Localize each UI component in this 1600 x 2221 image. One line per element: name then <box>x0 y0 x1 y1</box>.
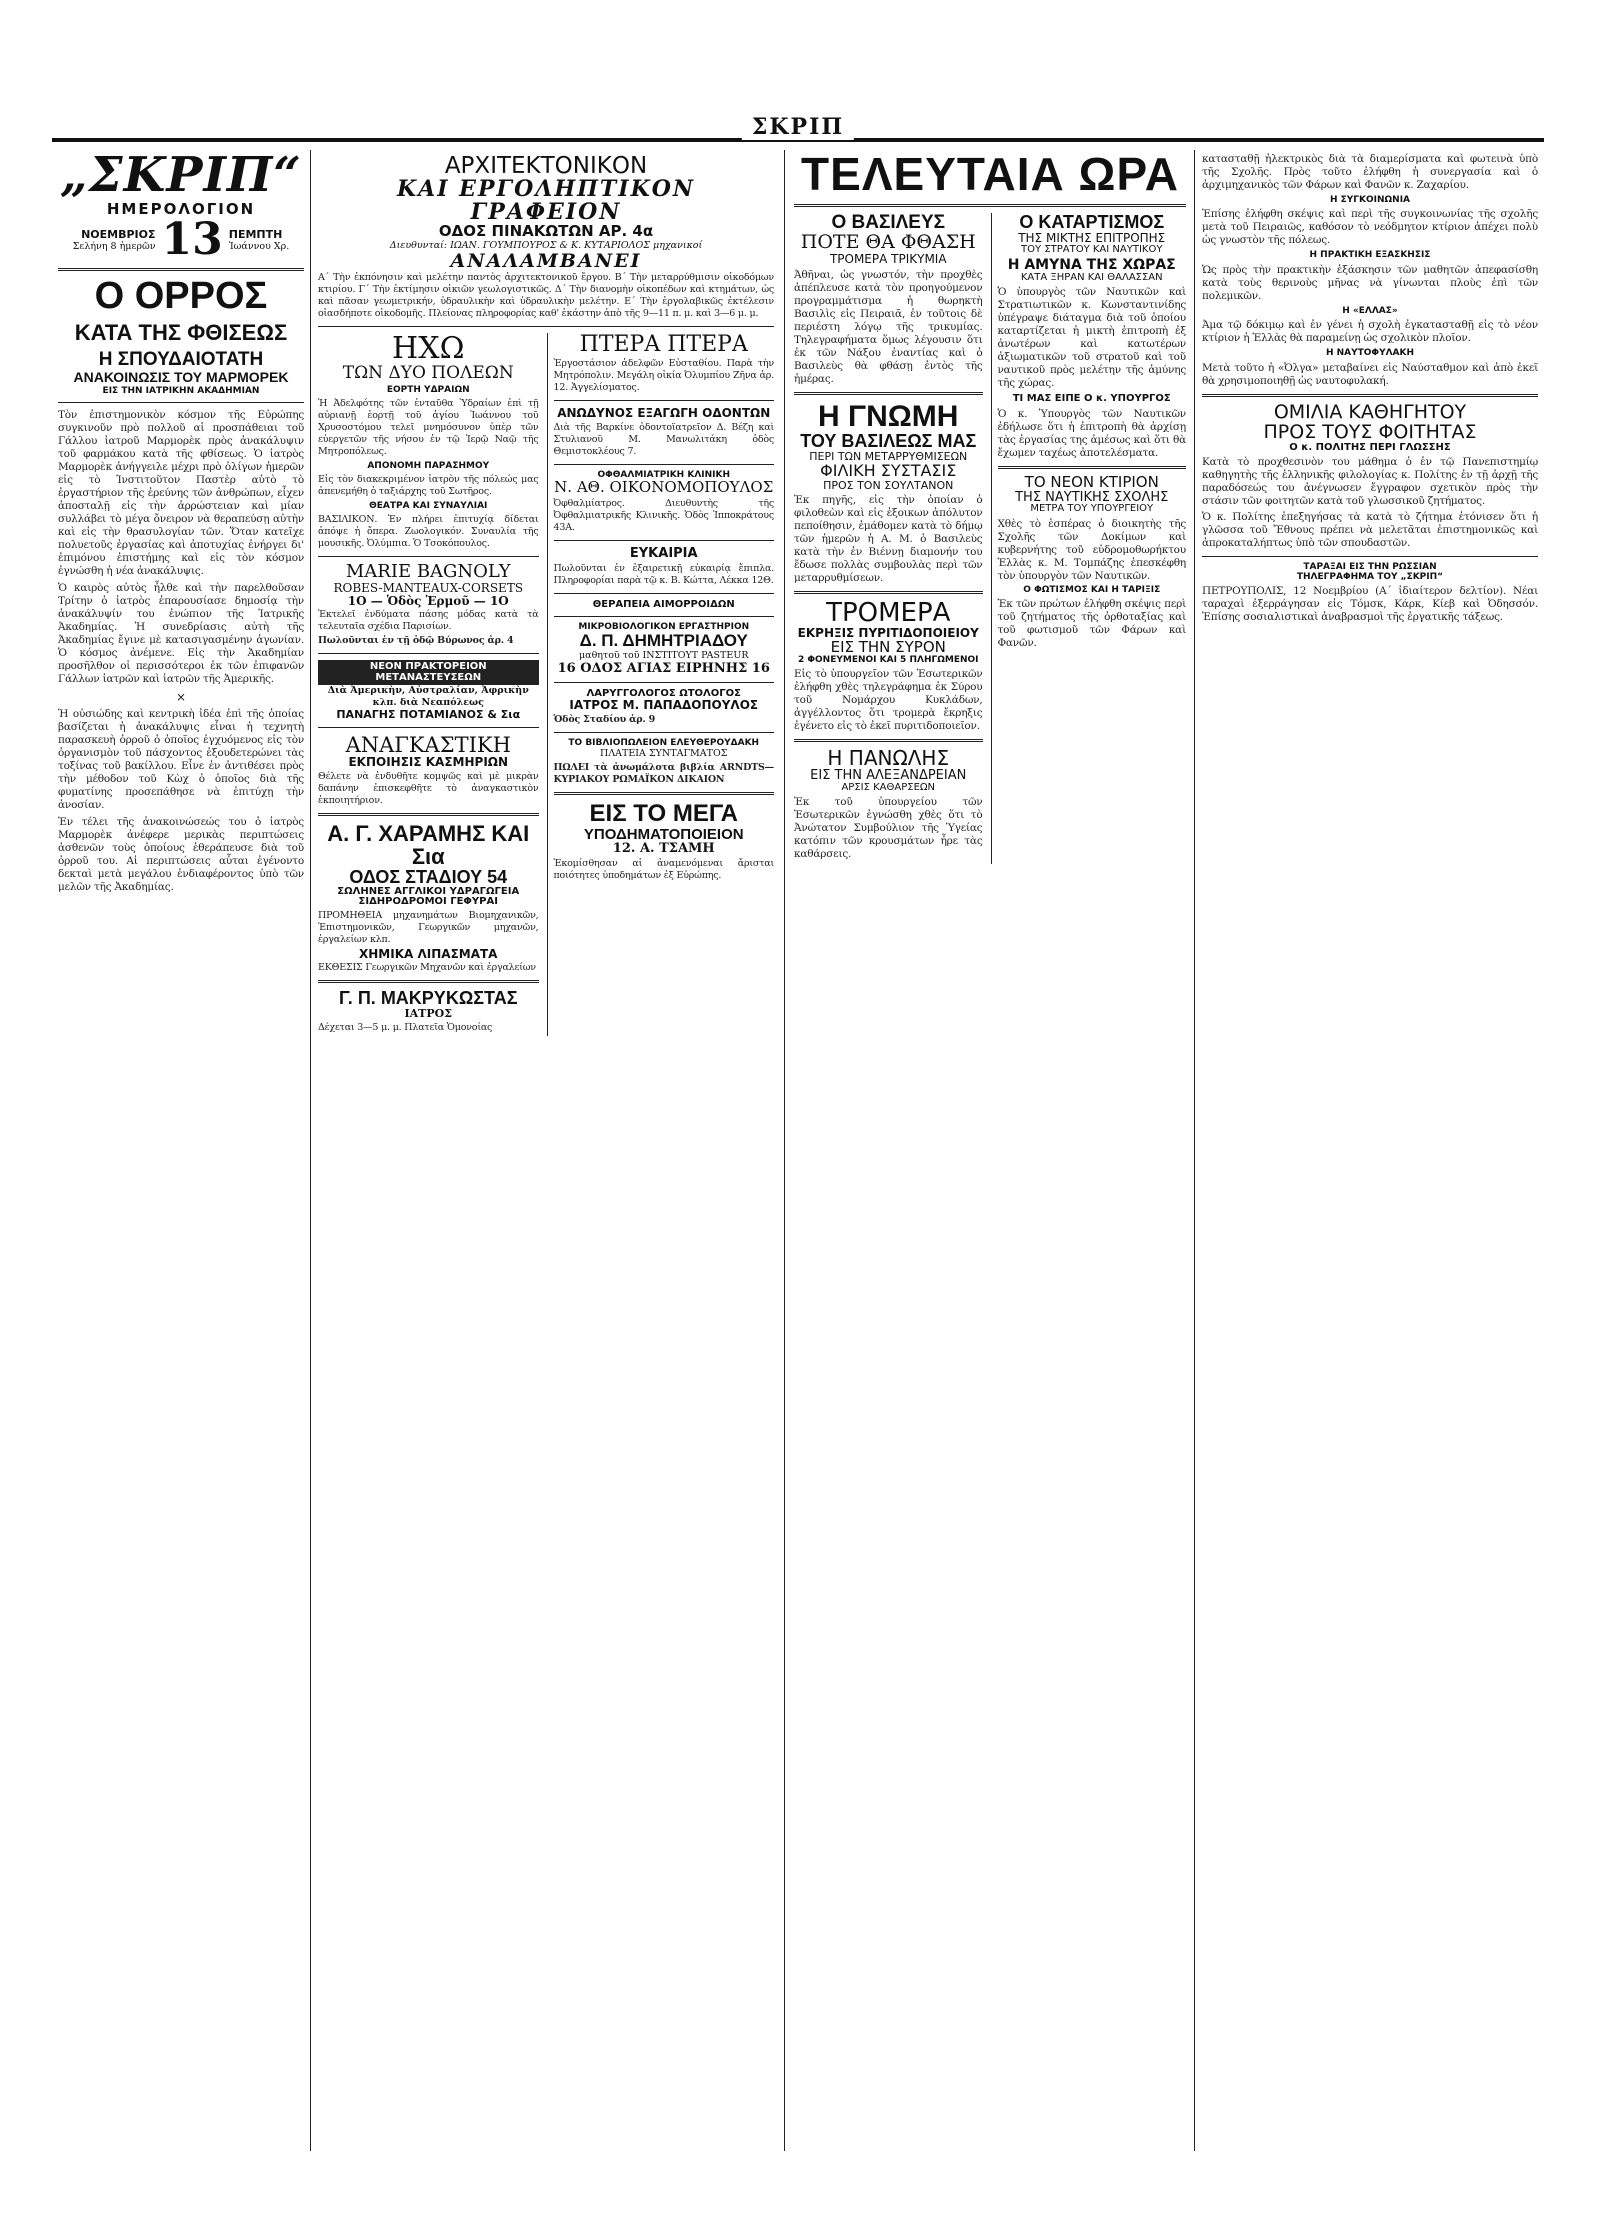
column-2 <box>312 150 780 2151</box>
story-subtitle: ΤΙ ΜΑΣ ΕΙΠΕ Ο κ. ΥΠΟΥΡΓΟΣ <box>1012 393 1171 405</box>
ad-title: ΠΑΝΑΓΗΣ ΠΟΤΑΜΙΑΝΟΣ & Σια <box>336 708 521 722</box>
column-1: „ΣΚΡΙΠ“ ΗΜΕΡΟΛΟΓΙΟΝ ΝΟΕΜΒΡΙΟΣ Σελήνη 8 ἡμερῶν 13 ΠΕΜΠΤΗ Ἰωάννου Χρ. Ο ΟΡΡΟΣ ΚΑΤΑ ΤΗΣ ΦΘΙΣΕΩΣ Η ΣΠΟΥΔΑΙΟΤΑΤΗ ΑΝΑΚΟΙΝΩΣΙΣ ΤΟΥ ΜΑΡΜΟΡΕΚ ΕΙΣ ΤΗΝ ΙΑΤΡΙΚΗΝ ΑΚΑΔΗΜΙΑΝ Τὸν ἐπιστημονικὸν κόσμον τῆς Εὐρώπης συγκινοῦν πρὸ πολλοῦ αἱ προσπάθειαι τοῦ Γάλλου ἰατροῦ Μαρμορὲκ πρὸς ἀνακάλυψιν τοῦ φαρμάκου κατὰ τῆς φθίσεως. Ὁ ἰατρὸς Μαρμορὲκ ἀνήγγειλε μέχρι πρὸ ὀλίγων ἡμερῶν εἰς τὸ Ἰνστιτοῦτον Παστὲρ αὐτὸ τὸ ἐργαστήριον τῆς ἐρεύνης τῶν ἀνθρώπων, εἶχεν ἀποσταλῇ εἰς τὴν ἀρρώστειαν καὶ μίαν συλλάβει τὸ μέγα ὄνειρον νὰ θεραπεύσῃ αὐτὴν καὶ εἰς τὴν θρασυλογίαν τῶν. Ὅταν κατεῖχε πολυετοῦς ἐργασίας καὶ ἀποτυχίας ἐνήργει δι' ἐπιμόνου ἐπιστήμης καὶ εἰς τὸν κόσμον ἐγνώσθη ἡ νέα ἀνακάλυψις. Ὁ καιρὸς αὐτὸς ἦλθε καὶ τὴν παρελθοῦσαν Τρίτην ὁ ἰατρὸς ἐπαρουσίασε δημοσίᾳ τὴν ἀνακάλυψίν του ἐνώπιον τῆς Ἰατρικῆς Ἀκαδημίας. Ἡ συνεδρίασις αὐτὴ τῆς Ἀκαδημίας ἔγινε μὲ κατασιγασμένην ἀγωνίαν. Ὁ κόσμος ἀνέμενε. Εἰς τὴν Ἀκαδημίαν προσῆλθον οἱ περισσότεροι ἐκ τῶν ἐπιφανῶν Γάλλων ἰατρῶν καὶ ἰατρῶν τῆς Ἀμερικῆς. × Ἡ οὐσιώδης καὶ κεντρικὴ ἰδέα ἐπὶ τῆς ὁποίας βασίζεται ἡ ἀνακάλυψις εἶναι ἡ τεχνητὴ παρασκευὴ ὀρροῦ ὁ ὁποῖος ἐγχυόμενος εἰς τὸν ὀργανισμὸν τοῦ πάσχοντος ἐξουδετερώνει τὰς τοξίνας τοῦ βακίλλου. Εἶνε ἐν ἀντιθέσει πρὸς τὴν μέθοδον τοῦ Κὼχ ὁ ὁποῖος διὰ τῆς φυματίνης προσεπάθησε νὰ ἐπιτύχῃ τὴν ἀνοσίαν. Ἐν τέλει τῆς ἀνακοινώσεώς του ὁ ἰατρὸς Μαρμορὲκ ἀνέφερε μερικὰς περιπτώσεις ἀσθενῶν τοὺς ὁποίους ἐθεράπευσε διὰ τοῦ ὀρροῦ του. Αἱ περιπτώσεις αὗται ἐγένοντο δεκταὶ μετὰ μεγάλου ἐνδιαφέροντος ὑπὸ τῶν μελῶν τῆς Ἀκαδημίας. <box>58 150 304 894</box>
ad-title: ΠΤΕΡΑ ΠΤΕΡΑ <box>579 332 748 358</box>
echo-body: Εἰς τὸν διακεκριμένον ἰατρὸν τῆς πόλεώς μας ἀπενεμήθη ὁ ταξιάρχης τοῦ Σωτῆρος. <box>318 474 539 498</box>
story-body: Ἀθῆναι, ὡς γνωστόν, τὴν προχθὲς ἀπέπλευσε κατὰ τὸν προηγούμενον προγραμμάτισμα ἡ θωρηκτὴ Βασιλὶς εἰς Πειραιᾶ, ἐν τοῦτοις δὲ περιέστη λόγῳ τῆς τρικυμίας. Τηλεγραφήματα ὅμως λέγουσιν ὅτι ἐκ τῶν Νάξου ἐναντίας καὶ ὁ Βασιλεὺς θὰ φθάσῃ ἐντὸς τῆς ἡμέρας. <box>794 268 983 385</box>
ad-title: Γ. Π. ΜΑΚΡΥΚΩΣΤΑΣ <box>338 988 518 1009</box>
echo-subhead: ΕΟΡΤΗ ΥΔΡΑΙΩΝ <box>386 385 470 396</box>
ads-right <box>547 333 775 1036</box>
story-body: Ἐκ πηγῆς, εἰς τὴν ὁποίαν ὁ φιλοθεὼν καὶ εἰς ἐξοικων ἀπόλυτον πεποίθησιν, ἐμάθομεν κατὰ τὸ δήμῳ τῶν ἡμερῶν ἡ Α. Μ. ὁ Βασιλεὺς κατὰ τὴν ἐν Βιέννῃ διαμονήν του ἔδωσε πολλὰς συμβουλὰς περὶ τῶν μεταρρυθμίσεων. <box>794 494 983 585</box>
running-head-title: ΣΚΡΙΠ <box>742 114 854 140</box>
ad-title: ΑΝΑΛΑΜΒΑΝΕΙ <box>450 250 642 273</box>
ad-body: Θέλετε νὰ ἐνδυθῆτε κομψῶς καὶ μὲ μικρὰν δαπάνην ἐπισκεφθῆτε τὸ ἀναγκαστικὸν ἐκποιητήριον. <box>318 770 539 806</box>
date-month: ΝΟΕΜΒΡΙΟΣ <box>81 227 156 241</box>
article-paragraph: Ἐν τέλει τῆς ἀνακοινώσεώς του ὁ ἰατρὸς Μαρμορὲκ ἀνέφερε μερικὰς περιπτώσεις ἀσθενῶν τοὺς ὁποίους ἐθεράπευσε διὰ τοῦ ὀρροῦ του. Αἱ περιπτώσεις αὗται ἐγένοντο δεκταὶ μετὰ μεγάλου ἐνδιαφέροντος ὑπὸ τῶν μελῶν τῆς Ἀκαδημίας. <box>58 816 304 894</box>
column-5 <box>1196 150 1544 2151</box>
ad-address: ΟΔΟΣ ΣΤΑΔΙΟΥ 54 <box>349 866 508 887</box>
date-day: 13 <box>161 214 223 266</box>
ad-title: ΙΑΤΡΟΣ <box>404 1007 452 1021</box>
story-title: ΤΡΟΜΕΡΑ <box>826 598 951 629</box>
ad-title: Δ. Π. ΔΗΜΗΤΡΙΑΔΟΥ <box>579 631 748 651</box>
ad-title: MARIE BAGNOLY <box>345 561 511 583</box>
story-subtitle: 2 ΦΟΝΕΥΜΕΝΟΙ ΚΑΙ 5 ΠΛΗΓΩΜΕΝΟΙ <box>797 654 979 665</box>
ad-title: ROBES-MANTEAUX-CORSETS <box>333 581 524 596</box>
story-title: ΤΗΣ ΜΙΚΤΗΣ ΕΠΙΤΡΟΠΗΣ <box>1018 231 1166 246</box>
story-subtitle: ΤΗΛΕΓΡΑΦΗΜΑ ΤΟΥ „ΣΚΡΙΠ“ <box>1296 571 1444 582</box>
article-paragraph: Ἡ οὐσιώδης καὶ κεντρικὴ ἰδέα ἐπὶ τῆς ὁποίας βασίζεται ἡ ἀνακάλυψις εἶναι ἡ τεχνητὴ παρασκευὴ ὀρροῦ ὁ ὁποῖος ἐγχυόμενος εἰς τὸν ὀργανισμὸν τοῦ πάσχοντος ἐξουδετερώνει τὰς τοξίνας τοῦ βακίλλου. Εἶνε ἐν ἀντιθέσει πρὸς τὴν μέθοδον τοῦ Κὼχ ὁ ὁποῖος διὰ τῆς φυματίνης προσεπάθησε νὰ ἐπιτύχῃ τὴν ἀνοσίαν. <box>58 708 304 812</box>
story-subtitle: ΠΡΟΣ ΤΟΝ ΣΟΥΛΤΑΝΟΝ <box>823 478 954 492</box>
column-rule <box>310 150 311 2151</box>
story-body: Ἐκ τοῦ ὑπουργείου τῶν Ἐσωτερικῶν ἐγνώσθη χθὲς ὅτι τὸ Ἀνώτατον Συμβούλιον τῆς Ὑγείας κατόπιν τῶν κρουσμάτων ἦρε τὰς καθάρσεις. <box>794 796 983 861</box>
story-title: ΤΟ ΝΕΟΝ ΚΤΙΡΙΟΝ <box>1024 472 1159 491</box>
col3-left <box>794 213 983 864</box>
echo-body: Ἡ Ἀδελφότης τῶν ἐνταῦθα Ὑδραίων ἐπὶ τῇ αὐριανῇ ἑορτῇ τοῦ ἁγίου Ἰωάννου τοῦ Χρυσοστόμου τελεῖ μνημόσυνον ὑπὲρ τῶν εὐεργετῶν τῆς νήσου ἐν τῷ Ἱερῷ Ναῷ τῆς Μητροπόλεως. <box>318 398 539 458</box>
story-title: ΤΗΣ ΝΑΥΤΙΚΗΣ ΣΧΟΛΗΣ <box>1015 489 1169 505</box>
ad-title: ΤΟ ΒΙΒΛΙΟΠΩΛΕΙΟΝ ΕΛΕΥΘΕΡΟΥΔΑΚΗ <box>568 738 760 749</box>
headline: Ο ΟΡΡΟΣ <box>94 275 268 318</box>
ad-title: ΛΑΡΥΓΓΟΛΟΓΟΣ ΩΤΟΛΟΓΟΣ <box>586 687 741 699</box>
column-3 <box>788 150 1192 2151</box>
ad-title: ΑΡΧΙΤΕΚΤΟΝΙΚΟΝ <box>444 153 648 179</box>
saint-name: Ἰωάννου Χρ. <box>228 240 290 252</box>
story-subtitle: ΕΙΣ ΤΗΝ ΑΛΕΞΑΝΔΡΕΙΑΝ <box>810 768 967 784</box>
ad-address: Ὁδὸς Σταδίου ἀρ. 9 <box>553 714 655 726</box>
story-body: Ἀμα τῷ δόκιμῳ καὶ ἐν γένει ἡ σχολὴ ἐγκατασταθῇ εἰς τὸ νέον κτίριον ἡ Ἑλλὰς θὰ παραμείνῃ ὡς σχολικὸν πλοῖον. <box>1202 319 1538 345</box>
ad-directors: Διευθυνταί: ΙΩΑΝ. ΓΟΥΜΠΟΥΡΟΣ & Κ. ΚΥΤΑΡΙΟΛΟΣ μηχανικοί <box>389 240 703 252</box>
story-subtitle: ΦΙΛΙΚΗ ΣΥΣΤΑΣΙΣ <box>820 460 957 480</box>
subhead-3: ΕΙΣ ΤΗΝ ΙΑΤΡΙΚΗΝ ΑΚΑΔΗΜΙΑΝ <box>102 386 260 396</box>
headline-2: ΚΑΤΑ ΤΗΣ ΦΘΙΣΕΩΣ <box>74 320 288 346</box>
story-title: ΠΡΟΣ ΤΟΥΣ ΦΟΙΤΗΤΑΣ <box>1263 420 1477 443</box>
ad-title: ΕΚΠΟΙΗΣΙΣ ΚΑΣΜΗΡΙΩΝ <box>348 755 509 770</box>
ad-title: ΟΦΘΑΛΜΙΑΤΡΙΚΗ ΚΛΙΝΙΚΗ <box>597 469 731 480</box>
banner-last-hour: ΤΕΛΕΥΤΑΙΑ ΩΡΑ <box>801 150 1179 200</box>
story-title: Ο ΚΑΤΑΡΤΙΣΜΟΣ <box>1019 212 1165 233</box>
ad-address: 12. Α. ΤΣΑΜΗ <box>612 841 715 857</box>
ad-body: ΕΚΘΕΣΙΣ Γεωργικῶν Μηχανῶν καὶ ἐργαλείων <box>318 962 536 974</box>
story-body: Ὁ ὑπουργὸς τῶν Ναυτικῶν καὶ Στρατιωτικῶν κ. Κωνσταντινίδης ὑπέγραψε διάταγμα διὰ τοῦ ὁποίου καταρτίζεται ἡ μικτὴ ἐπιτροπὴ ἐξ ἀνωτέρων καὶ κατωτέρων ἀξιωματικῶν τοῦ στρατοῦ καὶ τοῦ ναυτικοῦ πρὸς μελέτην τῆς ἀμύνης τῆς χώρας. <box>997 286 1186 390</box>
ad-body: Ἐκομίσθησαν αἱ ἀναμενόμεναι ἄρισται ποιότητες ὑποδημάτων ἐξ Εὐρώπης. <box>553 858 774 882</box>
ad-body: ΠΛΑΤΕΙΑ ΣΥΝΤΑΓΜΑΤΟΣ <box>600 748 728 760</box>
story-body: Ἐκ τῶν πρώτων ἐλήφθη σκέψις περὶ τοῦ ζητήματος τῆς ὀρθοταξίας καὶ τοῦ φωτισμοῦ τῶν Φάρων καὶ Φανῶν. <box>997 598 1186 650</box>
story-title: ΠΟΤΕ ΘΑ ΦΘΑΣΗ <box>800 231 976 254</box>
ad-title: ΙΑΤΡΟΣ Μ. ΠΑΠΑΔΟΠΟΥΛΟΣ <box>569 698 759 713</box>
date-weekday: ΠΕΜΠΤΗ <box>228 227 283 241</box>
ad-title: ΜΙΚΡΟΒΙΟΛΟΓΙΚΟΝ ΕΡΓΑΣΤΗΡΙΟΝ <box>578 622 750 633</box>
story-subtitle: Ο ΦΩΤΙΣΜΟΣ ΚΑΙ Η ΤΑΡΙΞΙΣ <box>1023 584 1161 595</box>
story-subtitle: Η «ΕΛΛΑΣ» <box>1342 305 1398 316</box>
ad-address: 1Ο — Ὁδὸς Ἑρμοῦ — 1Ο <box>347 593 509 608</box>
story-title: ΤΟΥ ΒΑΣΙΛΕΩΣ ΜΑΣ <box>800 431 977 452</box>
ad-body: ΠΩΛΕΙ τὰ ἀνωμάλοτα βιβλία ARNDTS—ΚΥΡΙΑΚΟΥ ΡΩΜΑΪΚΟΝ ΔΙΚΑΙΟΝ <box>553 762 774 786</box>
ad-title: Ν. ΑΘ. ΟΙΚΟΝΟΜΟΠΟΥΛΟΣ <box>554 478 774 497</box>
story-subtitle: ΤΡΟΜΕΡΑ ΤΡΙΚΥΜΙΑ <box>829 252 947 267</box>
calendar-title: ΗΜΕΡΟΛΟΓΙΟΝ <box>106 200 256 219</box>
story-body: κατασταθῇ ἡλεκτρικὸς διὰ τὰ διαμερίσματα καὶ φωτεινὰ ὑπὸ τῆς Σχολῆς. Πρὸς τοῦτο ἐλήφθη ἡ συνεργασία καὶ ὁ ἀρχιμηχανικὸς τῶν Φάρων καὶ Φανῶν κ. Ζαχαρίου. <box>1202 153 1538 191</box>
story-subtitle: Η ΝΑΥΤΟΦΥΛΑΚΗ <box>1325 348 1415 359</box>
architect-ad <box>318 154 774 320</box>
section-subtitle: ΤΩΝ ΔΥΟ ΠΟΛΕΩΝ <box>342 362 514 383</box>
story-subtitle: ΤΑΡΑΞΑΙ ΕΙΣ ΤΗΝ ΡΩΣΣΙΑΝ <box>1303 562 1437 573</box>
ad-body: Ὀφθαλμίατρος. Διευθυντὴς τῆς Ὀφθαλμιατρικῆς Κλινικῆς. Ὁδὸς Ἱπποκράτους 43Α. <box>553 497 774 533</box>
ad-body: Διὰ Ἀμερικὴν, Αὐστραλίαν, Ἀφρικὴν κλπ. διὰ Νεαπόλεως <box>327 685 529 709</box>
ad-body: Α΄ Τὴν ἐκπόνησιν καὶ μελέτην παντὸς ἀρχιτεκτονικοῦ ἔργου. Β΄ Τὴν μεταρρύθμισιν οἰκοδόμων κτιρίου. Γ΄ Τὴν ἐκτίμησιν οἰκιῶν γεωλογιστικῶς. Δ΄ Τὴν διανομὴν οἰκοπέδων καὶ κτημάτων, ὡς καὶ πᾶσαν γεωμετρικήν, ὑδραυλικὴν καὶ ὑδραυλικὴν μελέτην. Ε΄ Τὴν ἐργολαβικῶς ἐκτέλεσιν οἰασδήποτε οἰκοδομῆς. Πλείονας πληροφορίας καθ' ἑκάστην ἀπὸ τῆς 9—11 π. μ. καὶ 3—6 μ. μ. <box>318 272 774 320</box>
article-paragraph: Τὸν ἐπιστημονικὸν κόσμον τῆς Εὐρώπης συγκινοῦν πρὸ πολλοῦ αἱ προσπάθειαι τοῦ Γάλλου ἰατροῦ Μαρμορὲκ πρὸς ἀνακάλυψιν τοῦ φαρμάκου κατὰ τῆς φθίσεως. Ὁ ἰατρὸς Μαρμορὲκ ἀνήγγειλε μέχρι πρὸ ὀλίγων ἡμερῶν εἰς τὸ Ἰνστιτοῦτον Παστὲρ αὐτὸ τὸ ἐργαστήριον τῆς ἐρεύνης τῶν ἀνθρώπων, εἶχεν ἀποσταλῇ εἰς τὴν ἀρρώστειαν καὶ μίαν συλλάβει τὸ μέγα ὄνειρον νὰ θεραπεύσῃ αὐτὴν καὶ εἰς τὴν θρασυλογίαν τῶν. Ὅταν κατεῖχε πολυετοῦς ἐργασίας καὶ ἀποτυχίας ἐνήργει δι' ἐπιμόνου ἐπιστήμης καὶ εἰς τὸν κόσμον ἐγνώσθη ἡ νέα ἀνακάλυψις. <box>58 409 304 578</box>
date-box <box>58 214 304 266</box>
story-body: Εἰς τὸ ὑπουργεῖον τῶν Ἐσωτερικῶν ἐλήφθη χθὲς τηλεγράφημα ἐκ Σύρου τοῦ Νομάρχου Κυκλάδων, ἀγγέλλοντος ὅτι τρομερὰ ἔκρηξις ἐγένετο εἰς τὸ ἐκεῖ πυριτιδοποιεῖον. <box>794 668 983 733</box>
ad-title: ΕΙΣ ΤΟ ΜΕΓΑ <box>589 800 738 828</box>
story-title: Ο ΒΑΣΙΛΕΥΣ <box>831 212 946 234</box>
col3-right <box>991 213 1187 864</box>
story-subtitle: ΚΑΤΑ ΞΗΡΑΝ ΚΑΙ ΘΑΛΑΣΣΑΝ <box>1020 271 1163 283</box>
story-title: Η ΠΑΝΩΛΗΣ <box>827 746 950 771</box>
ad-body: Ἐργοστάσιον ἀδελφῶν Εὐσταθίου. Παρὰ τὴν Μητρόπολιν. Μεγάλη οἰκία Ὀλυμπίου Ζῆνα ἀρ. 12. Ἀγγελίσματος. <box>553 358 774 394</box>
story-title: Η ΓΝΩΜΗ <box>818 399 959 433</box>
ad-body: Ἐκτελεῖ ἐνδύματα πάσης μόδας κατὰ τὰ τελευταῖα σχέδια Παρισίων. <box>318 609 539 633</box>
ad-body: Πωλοῦνται ἐν ἐξαιρετικῇ εὐκαιρίᾳ ἔπιπλα. Πληροφορίαι παρὰ τῷ κ. Β. Κώττα, Λέκκα 12Θ. <box>553 562 774 586</box>
column-rule <box>1194 150 1195 2151</box>
story-subtitle: ΑΡΣΙΣ ΚΑΘΑΡΣΕΩΝ <box>841 781 936 793</box>
story-body: ΠΕΤΡΟΥΠΟΛΙΣ, 12 Νοεμβρίου (Α΄ ἰδιαίτερον δελτίον). Νέαι ταραχαὶ ἐξερράγησαν εἰς Τόμσκ, Κάρκ, Κίεβ καὶ Ὀδησσόν. Ἐπίσης σοσιαλιστικαὶ ἀναβρασμοὶ τῆς ἐργατικῆς τάξεως. <box>1202 585 1538 623</box>
ad-title: ΑΝΩΔΥΝΟΣ ΕΞΑΓΩΓΗ ΟΔΟΝΤΩΝ <box>557 406 771 421</box>
story-subtitle: Η ΣΥΓΚΟΙΝΩΝΙΑ <box>1329 195 1411 205</box>
ad-title: ΚΑΙ ΕΡΓΟΛΗΠΤΙΚΟΝ ΓΡΑΦΕΙΟΝ <box>397 176 695 226</box>
ad-title: ΝΕΟΝ ΠΡΑΚΤΟΡΕΙΟΝ ΜΕΤΑΝΑΣΤΕΥΣΕΩΝ <box>318 660 539 685</box>
echo-subhead: ΘΕΑΤΡΑ ΚΑΙ ΣΥΝΑΥΛΙΑΙ <box>369 501 488 512</box>
paper-name: „ΣΚΡΙΠ“ <box>60 150 302 203</box>
story-body: Χθὲς τὸ ἑσπέρας ὁ διοικητὴς τῆς Σχολῆς τῶν Δοκίμων καὶ κυβερνήτης τοῦ εὐδρομοθωρήκτου Ἑλλὰς κ. Μ. Τομπάζης ἐπεσκέφθη τὸν ὑπουργὸν τῶν Ναυτικῶν. <box>997 517 1186 582</box>
ad-title: ΘΕΡΑΠΕΙΑ ΑΙΜΟΡΡΟΙΔΩΝ <box>592 598 735 610</box>
story-subtitle: Η ΠΡΑΚΤΙΚΗ ΕΞΑΣΚΗΣΙΣ <box>1309 250 1431 261</box>
ad-body: ΠΡΟΜΗΘΕΙΑ μηχανημάτων Βιομηχανικῶν, Ἐπιστημονικῶν, Γεωργικῶν μηχανῶν, ἐργαλείων κλπ. <box>318 909 539 945</box>
running-head <box>52 114 1544 142</box>
story-body: Ὁ κ. Πολίτης ἐπεξηγήσας τὰ κατὰ τὸ ζήτημα ἐτόνισεν ὅτι ἡ γλῶσσα τοῦ Ἔθνους πρέπει νὰ μελετᾶται ἐπιστημονικῶς καὶ ἀπροκαταλήπτως ὑπὸ τῶν σπουδαστῶν. <box>1202 511 1538 550</box>
ad-body: Πωλοῦνται ἐν τῇ ὁδῷ Βύρωνος ἀρ. 4 <box>318 635 514 647</box>
ad-title: ΣΩΛΗΝΕΣ ΑΓΓΛΙΚΟΙ ΥΔΡΑΓΩΓΕΙΑ ΣΙΔΗΡΟΔΡΟΜΟΙ ΓΕΦΥΡΑΙ <box>337 885 520 908</box>
ad-body: Δέχεται 3—5 μ. μ. Πλατεῖα Ὁμονοίας <box>318 1021 493 1033</box>
story-subtitle: Η ΑΜΥΝΑ ΤΗΣ ΧΩΡΑΣ <box>1007 257 1176 274</box>
ad-address: ΟΔΟΣ ΠΙΝΑΚΩΤΩΝ ΑΡ. 4α <box>438 222 654 241</box>
column-rule <box>784 150 785 2151</box>
ad-title: ΥΠΟΔΗΜΑΤΟΠΟΙΕΙΟΝ <box>583 825 744 843</box>
story-subtitle: ΜΕΤΡΑ ΤΟΥ ΥΠΟΥΡΓΕΙΟΥ <box>1030 503 1154 515</box>
story-body: Ὁ κ. Ὑπουργὸς τῶν Ναυτικῶν ἐδήλωσε ὅτι ἡ ἐπιτροπὴ θὰ ἀρχίσῃ τὰς ἐργασίας της ἀμέσως καὶ ὅτι θὰ ἔχωμεν ταχέως ἀποτελέσματα. <box>997 407 1186 459</box>
story-title: ΟΜΙΛΙΑ ΚΑΘΗΓΗΤΟΥ <box>1273 400 1467 423</box>
story-subtitle: Ο κ. ΠΟΛΙΤΗΣ ΠΕΡΙ ΓΛΩΣΣΗΣ <box>1289 441 1451 453</box>
ad-title: Α. Γ. ΧΑΡΑΜΗΣ ΚΑΙ Σια <box>327 820 530 869</box>
ad-body: Διὰ τῆς Βαρκίνε ὀδοντοϊατρεῖον Δ. Βέζη καὶ Στυλιανοῦ Μ. Μανωλιτάκη ὁδὸς Θεμιστοκλέους 7. <box>553 421 774 457</box>
ads-left <box>318 333 539 1036</box>
story-body: Ὡς πρὸς τὴν πρακτικὴν ἐξάσκησιν τῶν μαθητῶν ἀπεφασίσθη κατὰ τοὺς θερινοὺς μῆνας νὰ γίνωνται πλοὺς ἐπὶ τῶν πολεμικῶν. <box>1202 263 1538 302</box>
story-subtitle: ΤΟΥ ΣΤΡΑΤΟΥ ΚΑΙ ΝΑΥΤΙΚΟΥ <box>1021 243 1163 255</box>
moon-line: Σελήνη 8 ἡμερῶν <box>72 240 156 252</box>
section-title: ΗΧΩ <box>392 331 465 367</box>
ad-address: 16 ΟΔΟΣ ΑΓΙΑΣ ΕΙΡΗΝΗΣ 16 <box>557 661 770 677</box>
story-body: Ἐπίσης ἐλήφθη σκέψις καὶ περὶ τῆς συγκοινωνίας τῆς σχολῆς μετὰ τοῦ Πειραιῶς, καθόσον τὸ νεόδμητον κτίριον ἀπέχει πολὺ ὡς γνωστὸν τῆς πόλεως. <box>1202 208 1538 247</box>
subhead-1: Η ΣΠΟΥΔΑΙΟΤΑΤΗ <box>98 349 264 371</box>
ad-title: ΑΝΑΓΚΑΣΤΙΚΗ <box>345 732 511 757</box>
story-body: Μετὰ τοῦτο ἡ «Ὀλγα» μεταβαίνει εἰς Ναύσταθμον καὶ ἀπὸ ἐκεῖ θὰ χρησιμοποιηθῇ ὡς ναυτοφυλακή. <box>1202 361 1538 387</box>
story-title: ΕΚΡΗΞΙΣ ΠΥΡΙΤΙΔΟΠΟΙΕΙΟΥ <box>797 626 979 641</box>
ad-body: μαθητοῦ τοῦ ΙΝΣΤΙΤΟΥΤ PASTEUR <box>579 650 749 662</box>
echo-body: ΒΑΣΙΛΙΚΟΝ. Ἐν πλήρει ἐπιτυχίᾳ δίδεται ἀπόψε ἡ ὄπερα. Ζωολογικόν. Συναυλία τῆς μουσικῆς. Ὀλύμπια. Ὁ Τσοκόπουλος. <box>318 514 539 550</box>
ad-title: ΧΗΜΙΚΑ ΛΙΠΑΣΜΑΤΑ <box>359 946 498 961</box>
echo-subhead: ΑΠΟΝΟΜΗ ΠΑΡΑΣΗΜΟΥ <box>367 461 490 472</box>
ad-title: ΕΥΚΑΙΡΙΑ <box>629 545 698 561</box>
story-subtitle: ΠΕΡΙ ΤΩΝ ΜΕΤΑΡΡΥΘΜΙΣΕΩΝ <box>809 450 968 464</box>
article-paragraph: Ὁ καιρὸς αὐτὸς ἦλθε καὶ τὴν παρελθοῦσαν Τρίτην ὁ ἰατρὸς ἐπαρουσίασε δημοσίᾳ τὴν ἀνακάλυψίν του ἐνώπιον τῆς Ἰατρικῆς Ἀκαδημίας. Ἡ συνεδρίασις αὐτὴ τῆς Ἀκαδημίας ἔγινε μὲ κατασιγασμένην ἀγωνίαν. Ὁ κόσμος ἀνέμενε. Εἰς τὴν Ἀκαδημίαν προσῆλθον οἱ περισσότεροι ἐκ τῶν ἐπιφανῶν Γάλλων ἰατρῶν καὶ ἰατρῶν τῆς Ἀμερικῆς. <box>58 582 304 686</box>
story-body: Κατὰ τὸ προχθεσινὸν του μάθημα ὁ ἐν τῷ Πανεπιστημίῳ καθηγητὴς τῆς ἑλληνικῆς φιλολογίας κ. Πολίτης ἐν τῇ ἀρχῇ τῆς παραδόσεώς του ἀνέγνωσεν ἔγγραφον σχετικὸν πρὸς τὴν στάσιν τῶν φοιτητῶν κατὰ τοῦ γλωσσικοῦ ζητήματος. <box>1202 456 1538 508</box>
story-subtitle: ΕΙΣ ΤΗΝ ΣΥΡΟΝ <box>830 637 946 656</box>
subhead-2: ΑΝΑΚΟΙΝΩΣΙΣ ΤΟΥ ΜΑΡΜΟΡΕΚ <box>73 369 289 386</box>
